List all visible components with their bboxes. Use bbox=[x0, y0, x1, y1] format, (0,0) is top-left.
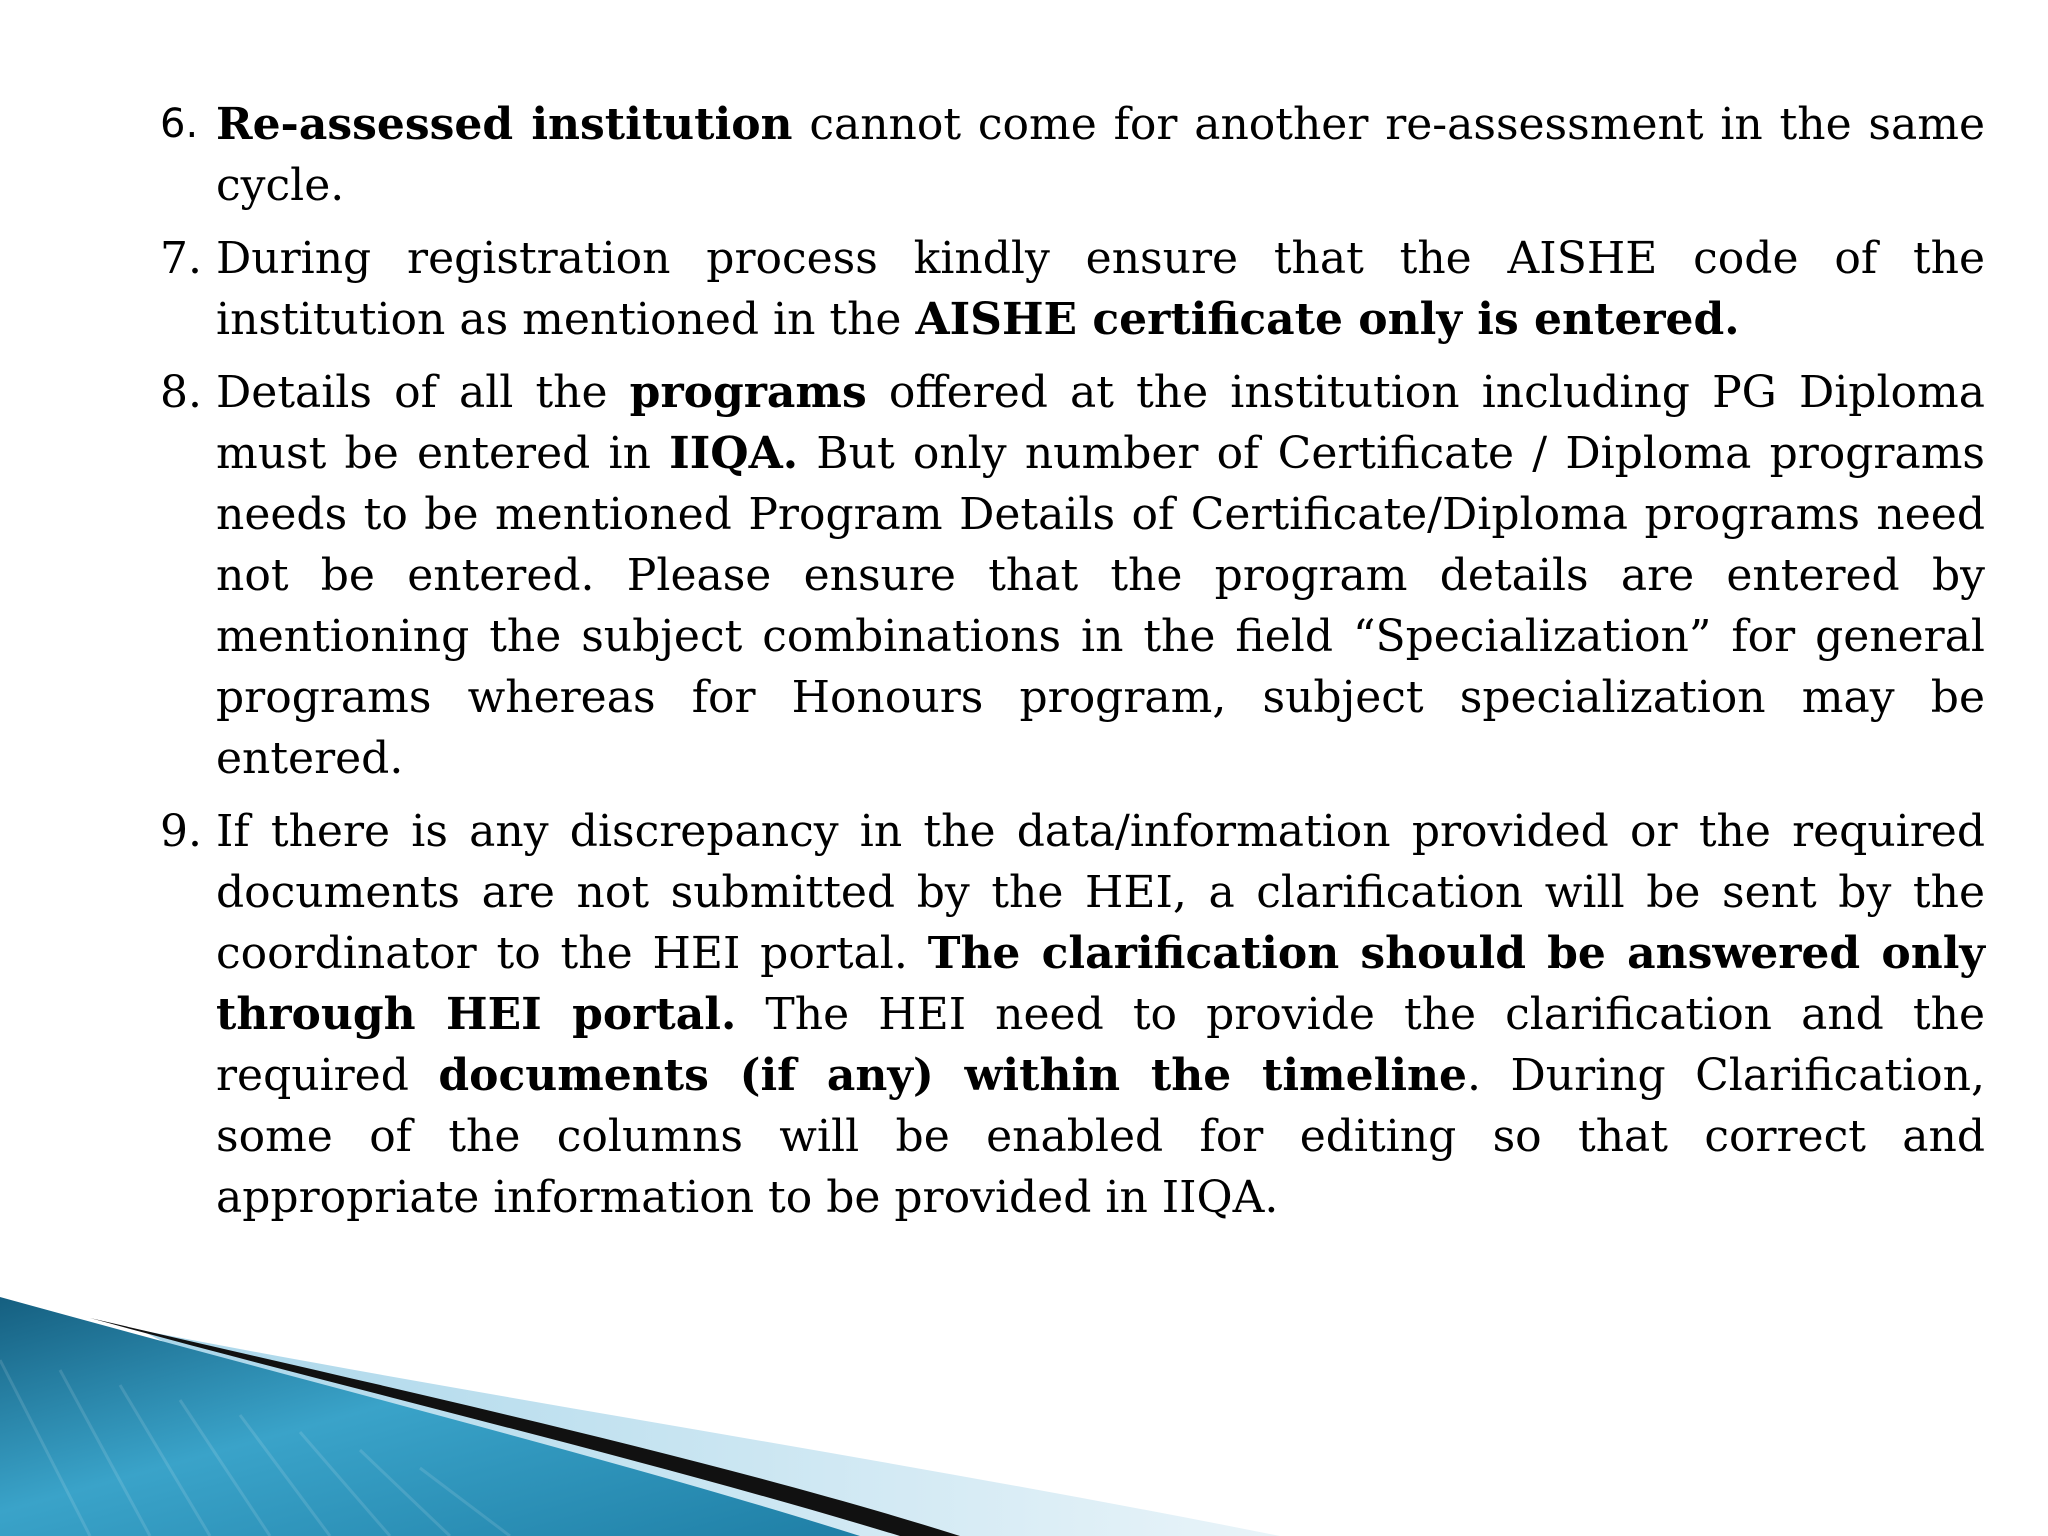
list-item-8 bbox=[160, 362, 1985, 789]
item-number: 6. bbox=[160, 101, 199, 147]
list-item-9 bbox=[160, 801, 1985, 1228]
list-item-6 bbox=[160, 94, 1985, 216]
item-text: offered at the institution including PG Diploma must be entered in bbox=[216, 367, 1985, 479]
black-swoosh bbox=[90, 1318, 960, 1536]
item-text: cannot come for another re-assessment in the same cycle. bbox=[216, 99, 1985, 211]
item-text-bold: Re-assessed institution bbox=[216, 99, 793, 150]
item-text-bold: programs bbox=[629, 367, 867, 418]
item-number: 9. bbox=[160, 806, 202, 857]
item-text: Details of all the bbox=[216, 367, 630, 418]
item-text-bold: IIQA. bbox=[669, 428, 799, 479]
item-text: . During Clarification, some of the columns will be enabled for editing so that correct and appropriate information to be provided in IIQA. bbox=[216, 1050, 1985, 1223]
item-text: But only number of Certificate / Diploma programs needs to be mentioned Program Details of Certificate/Diploma programs need not be entered. Please ensure that the program details are entered by mentioning the subject combinations in the field “Specialization” for general programs whereas for Honours program, subject specialization may be entered. bbox=[216, 428, 1986, 784]
item-text-bold: The clarification should be answered only through HEI portal. bbox=[216, 928, 1985, 1040]
item-text: If there is any discrepancy in the data/information provided or the required documents are not submitted by the HEI, a clarification will be sent by the coordinator to the HEI portal. bbox=[216, 806, 1985, 979]
pale-swoosh bbox=[140, 1330, 1280, 1536]
item-text-bold: documents (if any) within the timeline bbox=[438, 1050, 1468, 1101]
notes-list bbox=[160, 94, 1985, 1240]
item-text-bold: AISHE certificate only is entered. bbox=[915, 294, 1740, 345]
list-item-7 bbox=[160, 228, 1985, 350]
item-text: The HEI need to provide the clarification and the required bbox=[216, 989, 1985, 1101]
item-number: 7. bbox=[160, 233, 202, 284]
blue-swoosh bbox=[0, 1297, 860, 1536]
item-text: During registration process kindly ensure that the AISHE code of the institution as mentioned in the bbox=[216, 233, 1985, 345]
item-number: 8. bbox=[160, 367, 202, 418]
